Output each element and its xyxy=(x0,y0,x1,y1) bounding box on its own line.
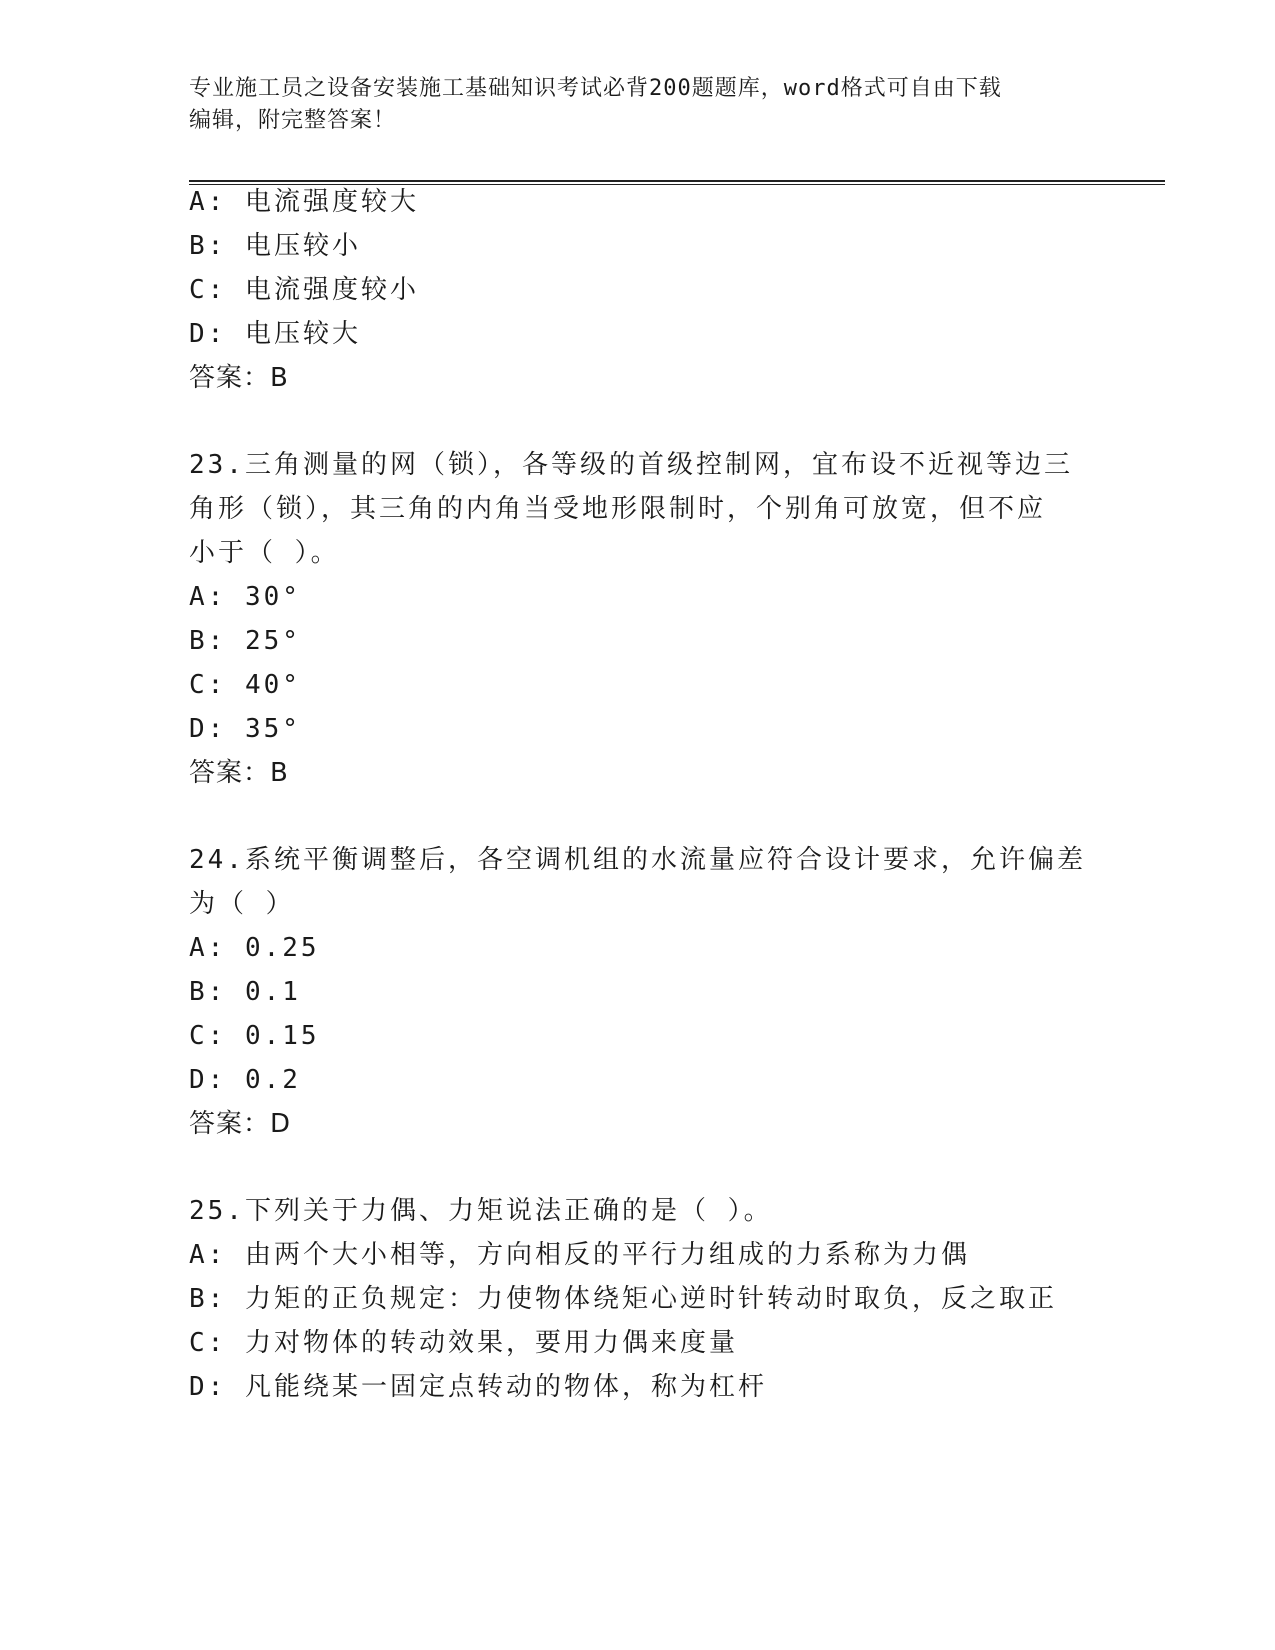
q25-option-d: D: 凡能绕某一固定点转动的物体，称为杠杆 xyxy=(189,1372,767,1402)
q24-option-d: D: 0.2 xyxy=(189,1065,301,1095)
q23-answer: 答案：B xyxy=(189,758,289,788)
q25-option-a: A: 由两个大小相等，方向相反的平行力组成的力系称为力偶 xyxy=(189,1240,970,1270)
q22-option-b: B: 电压较小 xyxy=(189,231,361,261)
q22-answer: 答案：B xyxy=(189,363,289,393)
q25-option-c: C: 力对物体的转动效果，要用力偶来度量 xyxy=(189,1328,738,1358)
document-header xyxy=(189,73,1089,137)
q25-option-b: B: 力矩的正负规定：力使物体绕矩心逆时针转动时取负，反之取正 xyxy=(189,1284,1057,1314)
q24-option-c: C: 0.15 xyxy=(189,1021,320,1051)
q22-option-c: C: 电流强度较小 xyxy=(189,275,419,305)
q23-stem-line-3: 小于（ ）。 xyxy=(189,538,340,568)
q23-option-c: C: 40° xyxy=(189,670,301,700)
q22-option-d: D: 电压较大 xyxy=(189,319,361,349)
q24-stem-line-2: 为（ ） xyxy=(189,889,295,919)
q23-option-a: A: 30° xyxy=(189,582,301,612)
q22-option-a: A: 电流强度较大 xyxy=(189,187,419,217)
q24-stem-line-1: 24.系统平衡调整后，各空调机组的水流量应符合设计要求，允许偏差 xyxy=(189,845,1086,875)
q23-stem-line-1: 23.三角测量的网（锁），各等级的首级控制网，宜布设不近视等边三 xyxy=(189,450,1073,480)
q24-option-b: B: 0.1 xyxy=(189,977,301,1007)
header-line-2: 编辑，附完整答案！ xyxy=(189,108,397,133)
header-line-1: 专业施工员之设备安装施工基础知识考试必背200题题库，word格式可自由下载 xyxy=(189,76,1002,101)
q25-stem-line-1: 25.下列关于力偶、力矩说法正确的是（ ）。 xyxy=(189,1196,773,1226)
q23-stem-line-2: 角形（锁），其三角的内角当受地形限制时，个别角可放宽，但不应 xyxy=(189,494,1047,524)
q24-answer: 答案：D xyxy=(189,1109,292,1139)
q23-option-b: B: 25° xyxy=(189,626,301,656)
q24-option-a: A: 0.25 xyxy=(189,933,320,963)
q23-option-d: D: 35° xyxy=(189,714,301,744)
